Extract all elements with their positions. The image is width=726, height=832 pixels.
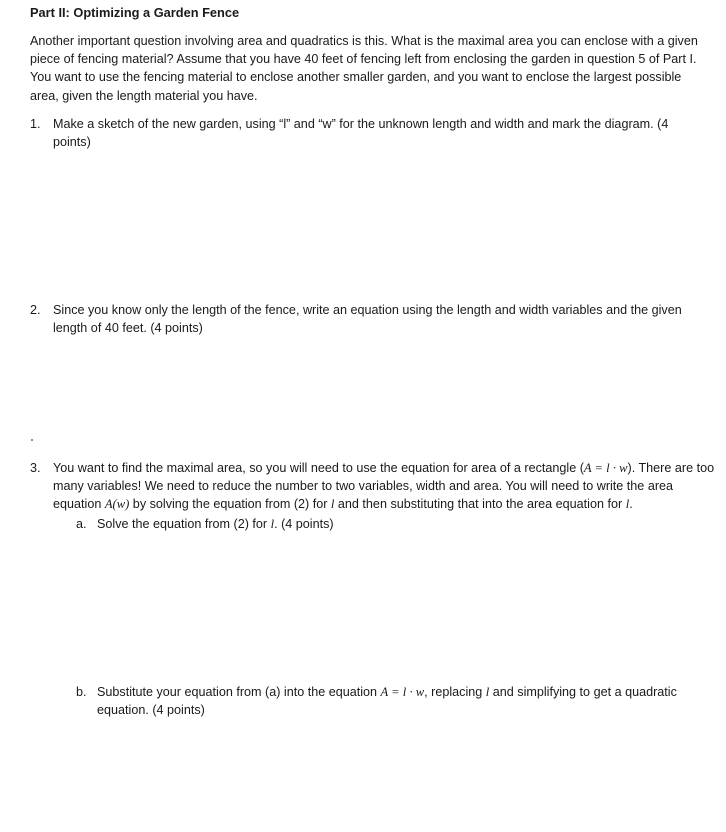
subquestion-b-letter: b. <box>76 685 87 699</box>
subquestion-a-letter: a. <box>76 517 87 531</box>
question-2-text: Since you know only the length of the fence, write an equation using the length and width variables and the given length of 40 feet. (4 points) <box>53 303 682 336</box>
area-formula-b: A = l · w <box>380 685 425 699</box>
question-2-number: 2. <box>30 303 41 317</box>
intro-paragraph: Another important question involving area and quadratics is this. What is the maximal area you can enclose with a given piece of fencing material? Assume that you have 40 feet of fencing left from enclosing the garden in question 5 of Part I. You want to use the fencing material to enclose another smaller garden, and you want to enclose the largest possible area, given the length material you have. <box>30 34 698 103</box>
question-3-number: 3. <box>30 461 41 475</box>
question-1-text: Make a sketch of the new garden, using “l” and “w” for the unknown length and width and mark the diagram. (4 points) <box>53 117 669 150</box>
subquestion-b-text: Substitute your equation from (a) into the equation A = l · w, replacing l and simplifying to get a quadratic equation. (4 points) <box>97 685 677 718</box>
page-title: Part II: Optimizing a Garden Fence <box>30 5 240 20</box>
question-3-text: You want to find the maximal area, so you will need to use the equation for area of a rectangle (A = l · w). There are too many variables! We need to reduce the number to two variables, width and area. You will need to write the area equation A(w) by solving the equation from (2) for l and then substituting that into the area equation for l. <box>53 461 715 512</box>
subquestion-a-text: Solve the equation from (2) for l. (4 points) <box>97 517 334 531</box>
area-formula: A = l · w <box>583 461 628 475</box>
question-1-number: 1. <box>30 117 41 131</box>
area-function: A(w) <box>104 497 130 512</box>
stray-dot <box>31 439 33 441</box>
